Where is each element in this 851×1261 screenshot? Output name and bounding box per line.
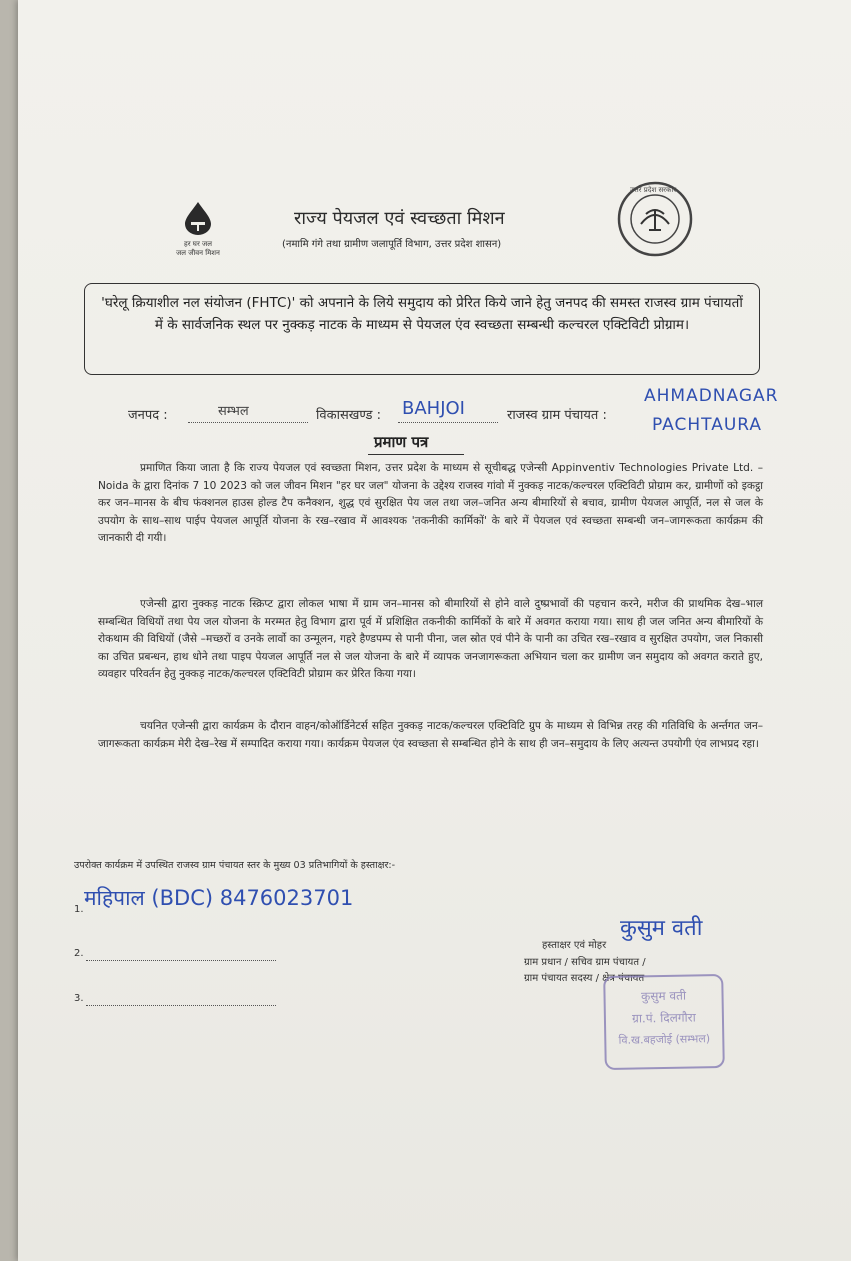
paragraph-3-text: चयनित एजेन्सी द्वारा कार्यक्रम के दौरान वाहन/कोऑर्डिनेटर्स सहित नुक्कड़ नाटक/कल्चरल एक्टिविटि ग्रुप के माध्यम से विभिन्न तरह की गतिविधि के अर्न्तगत जन–जागरूकता कार्यक्रम मेरी देख–रेख में सम्पादित कराया गया। कार्यक्रम पेयजल एंव स्वच्छता से सम्बन्धित होने के साथ ही जन–समुदाय के लिए अत्यन्त उपयोगी एंव लाभप्रद रहा। (98, 720, 763, 750)
gram-panchayat-value-2: PACHTAURA (652, 415, 763, 435)
pradhan-signature: कुसुम वती (620, 916, 703, 941)
vikaskhand-value: BAHJOI (402, 398, 465, 419)
participants-intro: उपरोक्त कार्यक्रम में उपस्थित राजस्व ग्राम पंचायत स्तर के मुख्य 03 प्रतिभागियों के हस्ताक्षर:- (74, 860, 396, 871)
emblem-text: उत्तर प्रदेश सरकार (630, 186, 677, 194)
har-ghar-jal-logo (158, 200, 238, 258)
vikaskhand-label: विकासखण्ड : (316, 408, 382, 423)
vikaskhand-line (398, 422, 498, 423)
paragraph-3 (98, 718, 763, 753)
stamp-line-2: ग्रा.पं. दिलगौरा (631, 1010, 696, 1026)
water-drop-icon (181, 200, 215, 236)
stamp-line-1: कुसुम वती (640, 988, 687, 1004)
paragraph-1-text: प्रमाणित किया जाता है कि राज्य पेयजल एवं स्वच्छता मिशन, उत्तर प्रदेश के माध्यम से सूचीबद्ध एजेन्सी Appinventiv Technologies Private Ltd. – Noida के द्वारा दिनांक 7 10 2023 को जल जीवन मिशन "हर घर जल" योजना के उद्देश्य राजस्व गांवो में नुक्कड़ नाटक/कल्चरल एक्टिविटी प्रोग्राम कर, ग्रामीणों को इकट्ठा कर जन–मानस के बीच फंक्शनल हाउस होल्ड टैप कनैक्शन, शुद्ध एवं सुरक्षित पेय जल तथा जल–जनित अन्य बीमारियों से बचाव, ग्रामीण पेयजल आपूर्ति, नल से जल के उपयोग के साथ–साथ पाईप पेयजल आपूर्ति योजना के रख–रखाव में आवश्यक 'तकनीकी कार्मिकों' के बारे में पेयजल एवं स्वच्छता सम्बन्धी जन–जागरूकता कार्यक्रम की जानकारी दी गयी। (98, 462, 763, 545)
participant-2-number: 2. (74, 948, 84, 959)
logo-subtext: जल जीवन मिशन (176, 249, 220, 257)
signature-role-2: ग्राम पंचायत सदस्य / क्षेत्र पंचायत (524, 973, 645, 984)
janpad-label: जनपद : (128, 408, 168, 423)
logo-text: हर घर जल (184, 240, 212, 248)
program-description-box: 'घरेलू क्रियाशील नल संयोजन (FHTC)' को अपनाने के लिये समुदाय को प्रेरित किये जाने हेतु जनपद की समस्त राजस्व ग्राम पंचायतों में के सार्वजनिक स्थल पर नुक्कड़ नाटक के माध्यम से पेयजल एंव स्वच्छता सम्बन्धी कल्चरल एक्टिविटी प्रोग्राम। (84, 283, 760, 375)
paragraph-1 (98, 460, 763, 548)
janpad-value: सम्भल (218, 404, 249, 419)
participant-3-number: 3. (74, 993, 84, 1004)
mission-subtitle: (नमामि गंगे तथा ग्रामीण जलापूर्ति विभाग, उत्तर प्रदेश शासन) (282, 239, 502, 250)
participant-3-line (86, 1005, 276, 1006)
stamp-line-3: वि.ख.बहजोई (सम्भल) (618, 1032, 711, 1047)
document-page (18, 0, 851, 1261)
signature-label: हस्ताक्षर एवं मोहर (542, 940, 607, 951)
participant-1-number: 1. (74, 904, 84, 915)
certificate-title: प्रमाण पत्र (374, 433, 429, 451)
paragraph-2-text: एजेन्सी द्वारा नुक्कड़ नाटक स्क्रिप्ट द्वारा लोकल भाषा में ग्राम जन–मानस को बीमारियों से होने वाले दुष्प्रभावों की पहचान करने, मरीज की प्राथमिक देख–भाल सम्बन्धित विधियों तथा पेय जल योजना के मरम्मत हेतु विभाग द्वारा पूर्व में प्रशिक्षित तकनीकी कार्मिकों के बारे में अवगत कराया गया। साथ ही जल जनित अन्य बीमारियों के रोकथाम की विधियों (जैसे –मच्छरों व उनके लार्वो का उन्मूलन, गहरे हैण्डपम्प से पानी पीना, जल स्रोत एवं पीने के पानी का उचित रख–रखाव व सुरक्षित उपयोग, जल निकासी का उचित प्रबन्धन, हाथ धोने तथा पाइप पेयजल आपूर्ति नल से जल योजना के बारे में व्यापक जनजागरूकता अभियान चला कर ग्रामीण जन समुदाय को अवगत कराते हुए, व्यवहार परिवर्तन हेतु नुक्कड़ नाटक/कल्चरल एक्टिविटी प्रोग्राम कर प्रेरित किया गया। (98, 598, 763, 681)
official-stamp (603, 974, 725, 1070)
gram-panchayat-value-1: AHMADNAGAR (644, 386, 779, 406)
mission-title: राज्य पेयजल एवं स्वच्छता मिशन (294, 208, 505, 229)
gram-panchayat-label: राजस्व ग्राम पंचायत : (507, 408, 607, 423)
paragraph-2 (98, 596, 763, 684)
up-government-emblem (616, 180, 694, 262)
signature-role-1: ग्राम प्रधान / सचिव ग्राम पंचायत / (524, 957, 646, 968)
participant-2-line (86, 960, 276, 961)
janpad-line (188, 422, 308, 423)
participant-1-signature: महिपाल (BDC) 8476023701 (84, 886, 354, 910)
certificate-title-underline (368, 454, 464, 455)
